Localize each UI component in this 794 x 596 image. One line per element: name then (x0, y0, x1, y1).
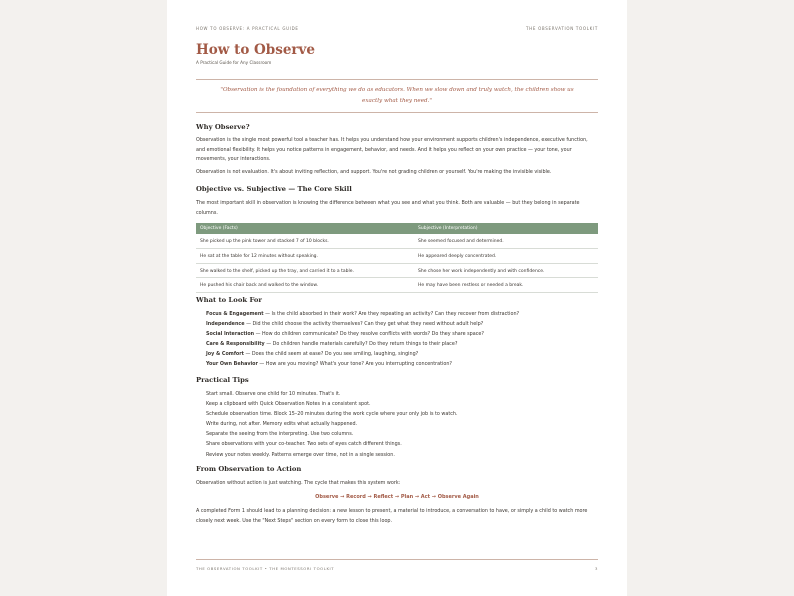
header-right: THE OBSERVATION TOOLKIT (526, 26, 598, 31)
table-cell: He sat at the table for 12 minutes without speaking. (200, 253, 318, 259)
table-cell: She chose her work independently and with confidence. (418, 268, 545, 274)
list-item: Schedule observation time. Block 15–20 minutes during the work cycle where your only job is to watch. (206, 411, 458, 418)
list-item-label: Your Own Behavior (206, 361, 258, 368)
list-item-text: — Is the child absorbed in their work? Are they repeating an activity? Can they recover from distraction? (263, 311, 520, 317)
paragraph-action-2: A completed Form 1 should lead to a planning decision: a new lesson to present, a material to introduce, a conversation to have, or simply a child to watch more closely next week. Use the "Next Steps" section on every form to close this loop. (196, 508, 588, 524)
list-item (206, 309, 598, 319)
table-cell: He appeared deeply concentrated. (418, 253, 497, 259)
list-item-text: — How do children communicate? Do they resolve conflicts with words? Do they share space? (254, 331, 484, 338)
divider (196, 559, 598, 560)
table-row (196, 234, 598, 249)
tips-list (206, 389, 598, 460)
list-item: Separate the seeing from the interpreting. Use two columns. (206, 431, 354, 438)
table-row (196, 278, 598, 293)
section-heading-tips: Practical Tips (196, 376, 249, 384)
list-item (206, 339, 598, 349)
list-item-text: — Does the child seem at ease? Do you see smiling, laughing, singing? (243, 351, 419, 358)
table-cell: He may have been restless or needed a break. (418, 283, 524, 289)
paragraph-objective: The most important skill in observation is knowing the difference between what you see and what you think. Both are valuable — but they belong in separate columns. (196, 200, 580, 216)
list-item: Share observations with your co-teacher. Two sets of eyes catch different things. (206, 441, 402, 448)
table-row (196, 264, 598, 279)
list-item-label: Social Interaction (206, 331, 255, 338)
section-heading-look-for: What to Look For (196, 296, 263, 304)
list-item: Write during, not after. Memory edits what actually happened. (206, 421, 358, 428)
list-item: Keep a clipboard with Quick Observation Notes in a consistent spot. (206, 401, 371, 408)
running-header (196, 26, 598, 31)
paragraph-why-2: Observation is not evaluation. It's about inviting reflection, and support. You're not grading children or yourself. You're making the invisible visible. (196, 169, 552, 175)
header-left: HOW TO OBSERVE: A PRACTICAL GUIDE (196, 26, 299, 31)
pull-quote: "Observation is the foundation of everything we do as educators. When we slow down and truly watch, the children show us exactly what they need." (220, 87, 574, 104)
list-item (206, 319, 598, 329)
table-cell: He pushed his chair back and walked to the window. (200, 283, 319, 289)
objective-subjective-table (196, 223, 598, 293)
table-cell: She seemed focused and determined. (418, 239, 504, 244)
divider (196, 112, 598, 113)
paragraph-why-1: Observation is the single most powerful tool a teacher has. It helps you understand how your environment supports children's independence, executive function, and emotional flexibility. It helps you notice patterns in engagement, behavior, and needs. And it helps you reflect on your own practice — your tone, your movements, your interactions. (196, 137, 588, 163)
page-title: How to Observe (196, 42, 315, 58)
section-heading-action: From Observation to Action (196, 465, 302, 473)
footer-left: THE OBSERVATION TOOLKIT • THE MONTESSORI TOOLKIT (196, 566, 335, 571)
observation-cycle: Observe → Record → Reflect → Plan → Act → Observe Again (315, 494, 479, 500)
list-item (206, 329, 598, 339)
list-item-label: Independence (206, 321, 245, 328)
section-heading-why: Why Observe? (196, 123, 250, 131)
paragraph-action-1: Observation without action is just watching. The cycle that makes this system work: (196, 480, 401, 486)
look-for-list (206, 309, 598, 370)
list-item: Review your notes weekly. Patterns emerge over time, not in a single session. (206, 451, 395, 458)
document-page (167, 0, 627, 596)
list-item-text: — How are you moving? What's your tone? Are you interrupting concentration? (257, 361, 452, 368)
table-header-cell: Objective (Facts) (200, 226, 238, 231)
list-item (206, 359, 598, 369)
table-header (196, 223, 598, 234)
page-subtitle: A Practical Guide for Any Classroom (196, 60, 272, 65)
table-row (196, 249, 598, 264)
list-item-text: — Did the child choose the activity themselves? Can they get what they need without adult help? (244, 321, 484, 328)
running-footer (196, 566, 598, 571)
table-header-cell: Subjective (Interpretation) (418, 226, 478, 231)
table-cell: She walked to the shelf, picked up the tray, and carried it to a table. (200, 268, 354, 274)
page-number: 3 (594, 566, 598, 571)
list-item-text: — Do children handle materials carefully? Do they return things to their place? (264, 341, 458, 348)
divider (196, 79, 598, 80)
list-item-label: Focus & Engagement (206, 311, 264, 317)
list-item (206, 349, 598, 359)
section-heading-objective: Objective vs. Subjective — The Core Skill (196, 185, 352, 193)
list-item-label: Care & Responsibility (206, 341, 265, 348)
list-item-label: Joy & Comfort (206, 351, 244, 358)
list-item: Start small. Observe one child for 10 minutes. That's it. (206, 391, 341, 397)
table-cell: She picked up the pink tower and stacked 7 of 10 blocks. (200, 239, 329, 244)
